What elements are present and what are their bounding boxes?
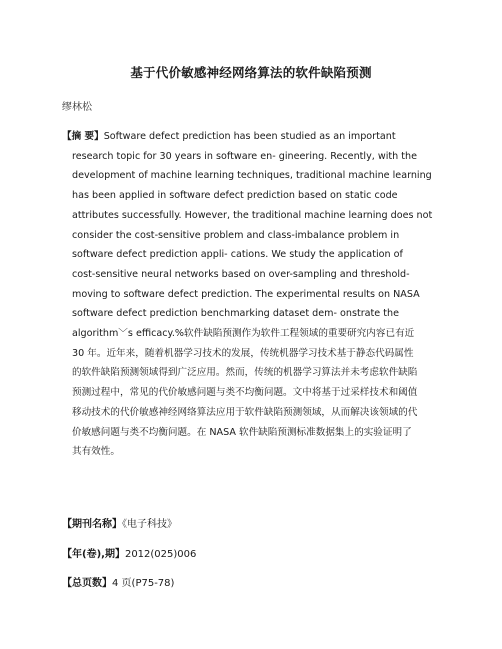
abstract-line: development of machine learning techniques, traditional machine learning xyxy=(72,170,432,182)
abstract-label: 【摘 要】 xyxy=(62,131,104,142)
abstract-line: algorithm﹀s efficacy.%软件缺陷预测作为软件工程领域的重要研究内容已有近 xyxy=(72,328,415,340)
abstract-line: software defect prediction appli- cations. We study the application of xyxy=(72,249,403,261)
abstract-line: software defect prediction benchmarking dataset dem- onstrate the xyxy=(72,308,399,320)
year-volume-issue-label: 【年(卷),期】 xyxy=(62,549,125,560)
paper-author: 缪林松 xyxy=(62,102,92,113)
page-count-row xyxy=(62,574,174,589)
year-volume-issue-row xyxy=(62,545,196,560)
abstract-line: has been applied in software defect prediction based on static code xyxy=(72,190,398,202)
abstract-line: 价敏感问题与类不均衡问题。在 NASA 软件缺陷预测标准数据集上的实验证明了 xyxy=(72,426,412,438)
journal-name-value: 《电子科技》 xyxy=(122,519,177,530)
abstract-line: cost-sensitive neural networks based on over-sampling and threshold- xyxy=(72,268,410,280)
abstract-line: research topic for 30 years in software en- gineering. Recently, with the xyxy=(72,150,418,162)
abstract-line: 预测过程中，常见的代价敏感问题与类不均衡问题。文中将基于过采样技术和阈值 xyxy=(72,387,418,399)
abstract-line xyxy=(62,127,442,147)
abstract-text: Software defect prediction has been studied as an important xyxy=(103,131,396,142)
year-volume-issue-value: 2012(025)006 xyxy=(124,549,197,560)
abstract-line: consider the cost-sensitive problem and class-imbalance problem in xyxy=(72,229,400,241)
abstract-line: 移动技术的代价敏感神经网络算法应用于软件缺陷预测领域，从而解决该领域的代 xyxy=(72,406,418,418)
abstract-line: moving to software defect prediction. The experimental results on NASA xyxy=(72,288,420,300)
page-count-value: 4 页(P75-78) xyxy=(112,578,175,589)
abstract-block xyxy=(62,127,442,462)
abstract-line: 30 年。近年来，随着机器学习技术的发展，传统机器学习技术基于静态代码属性 xyxy=(72,347,414,359)
abstract-line: attributes successfully. However, the traditional machine learning does not xyxy=(72,209,433,221)
paper-title: 基于代价敏感神经网络算法的软件缺陷预测 xyxy=(130,65,372,80)
journal-name-row xyxy=(62,515,177,530)
journal-name-label: 【期刊名称】 xyxy=(62,519,122,530)
page-count-label: 【总页数】 xyxy=(62,578,112,589)
abstract-line: 的软件缺陷预测领域得到广泛应用。然而，传统的机器学习算法并未考虑软件缺陷 xyxy=(72,367,418,379)
abstract-line: 其有效性。 xyxy=(72,446,120,458)
